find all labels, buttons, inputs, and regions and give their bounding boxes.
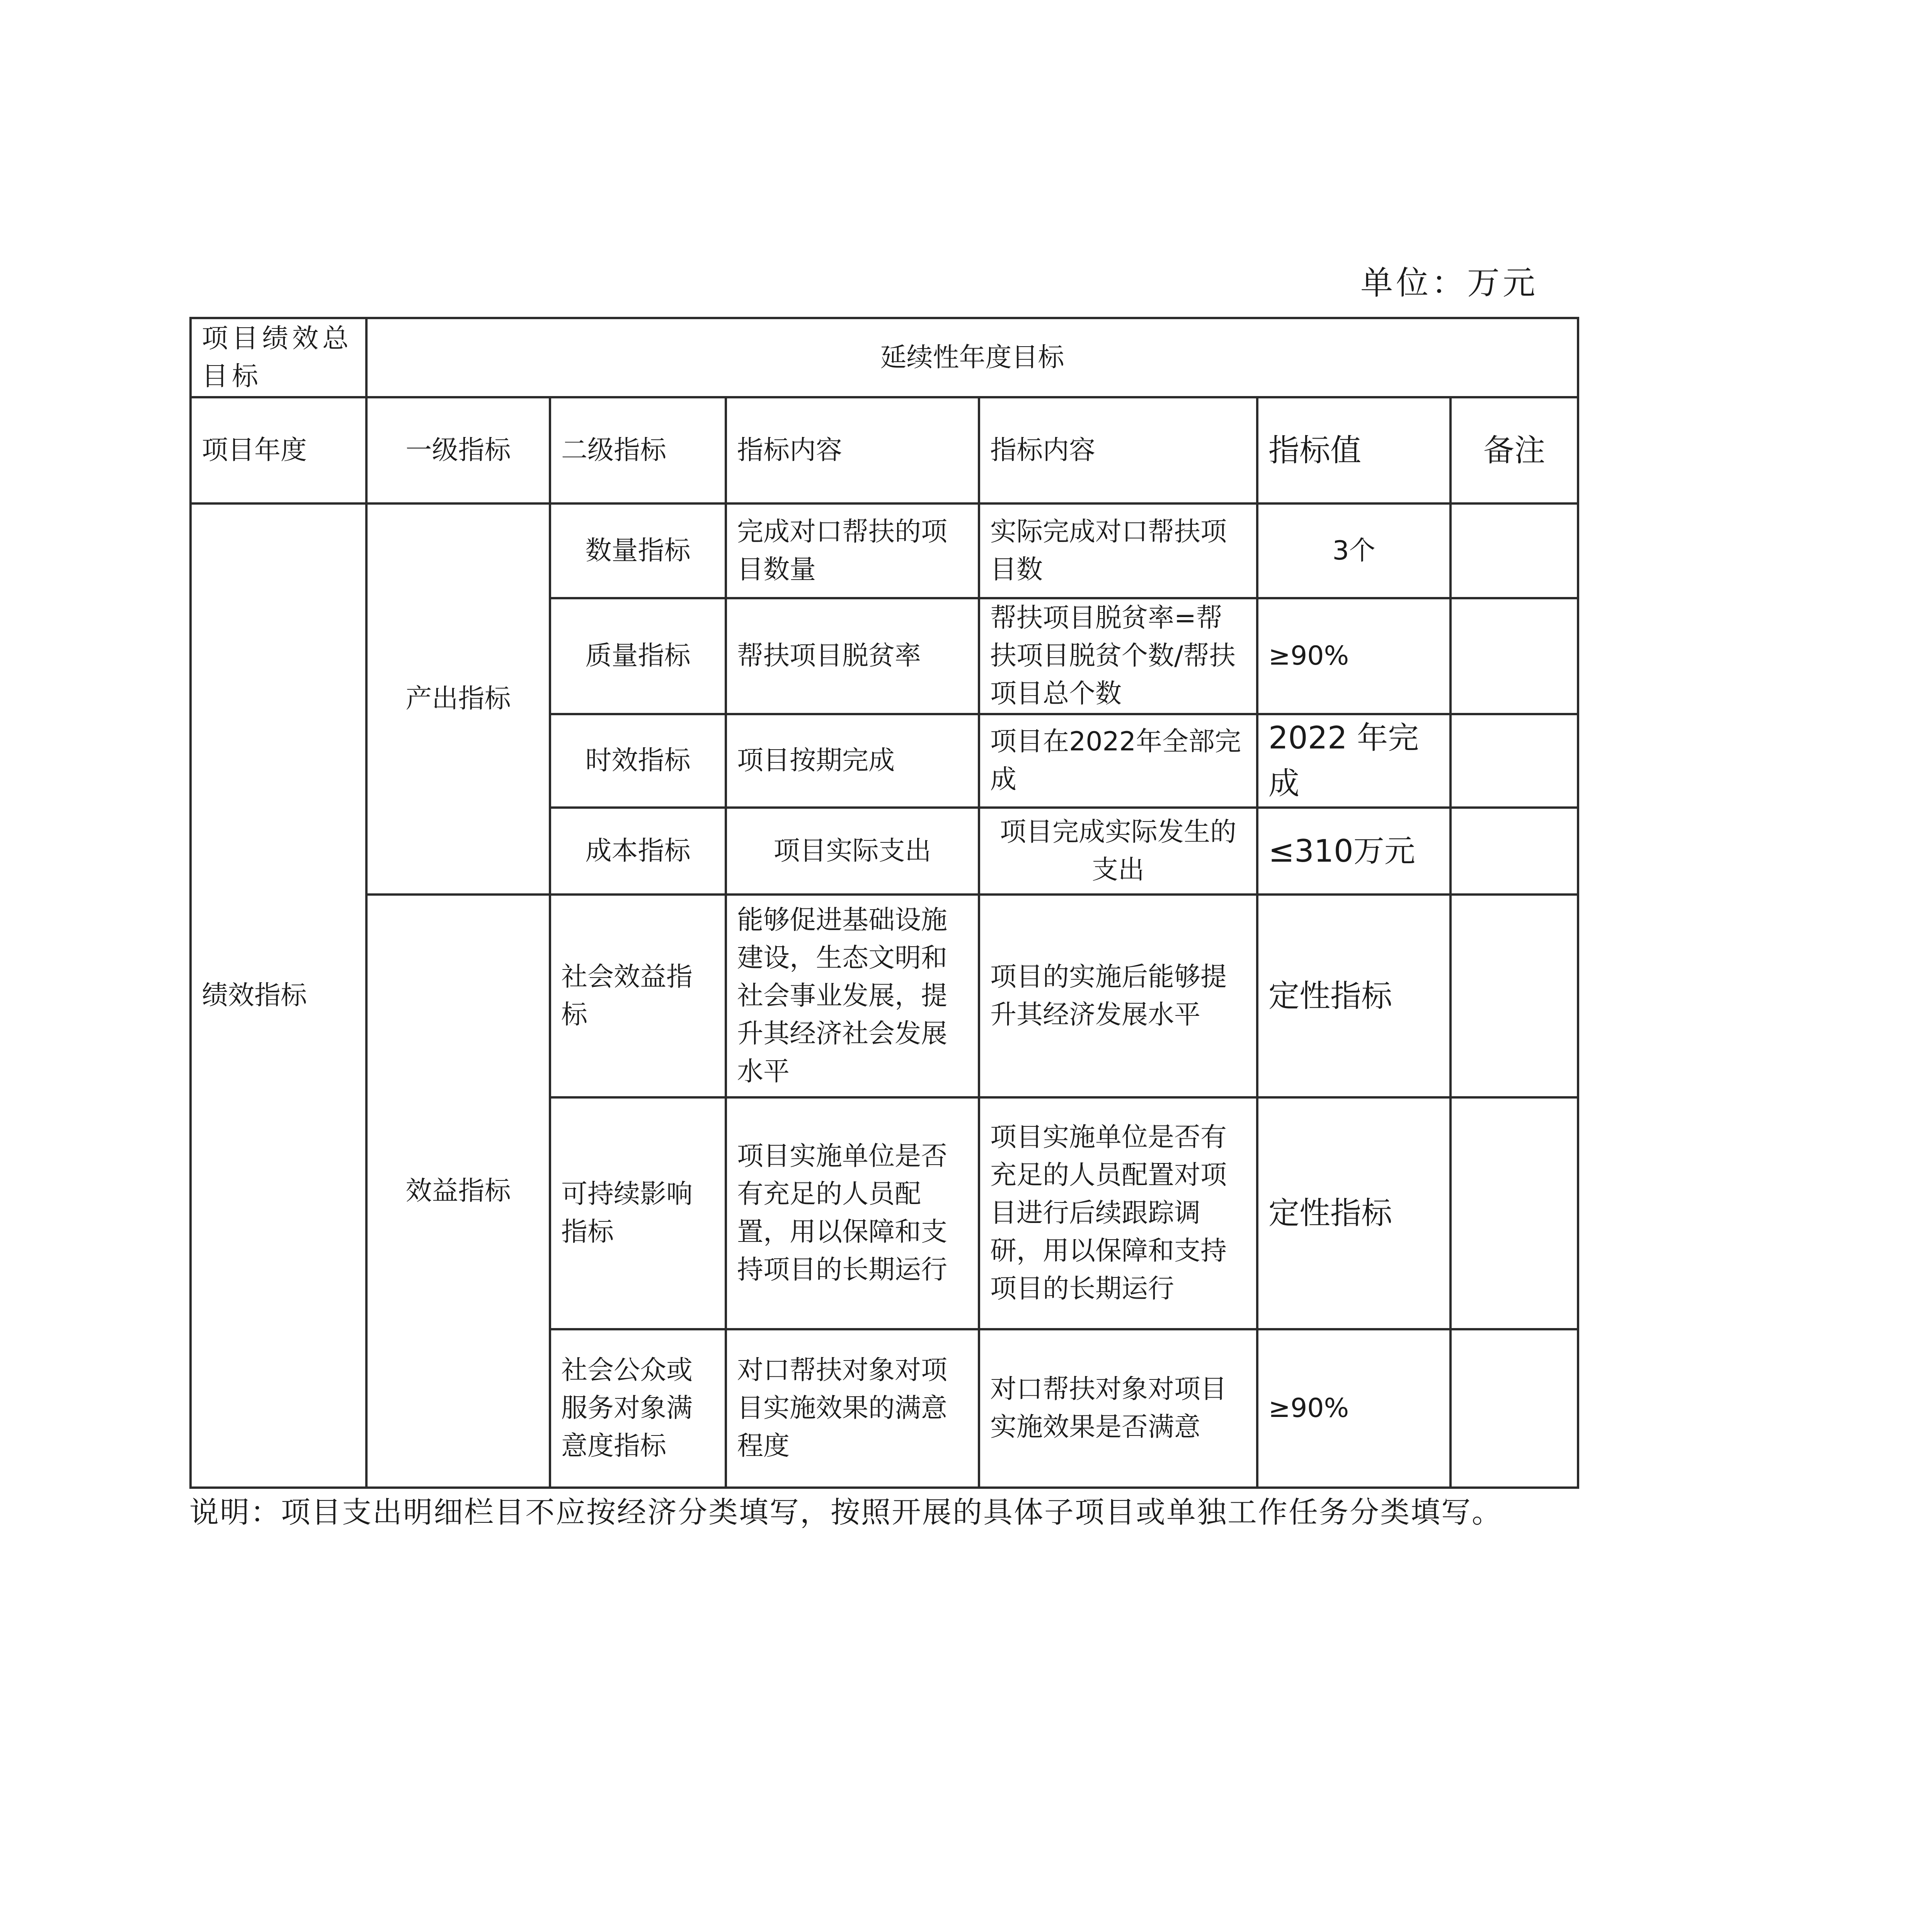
content2-cell: 帮扶项目脱贫率=帮扶项目脱贫个数/帮扶项目总个数: [979, 598, 1257, 714]
col-header-year: 项目年度: [191, 397, 366, 503]
level1-benefit-cell: 效益指标: [366, 895, 550, 1488]
content2-cell: 项目的实施后能够提升其经济发展水平: [979, 895, 1257, 1097]
value-cell: ≥90%: [1257, 1329, 1451, 1488]
level2-cell: 数量指标: [550, 503, 726, 598]
remark-cell: [1451, 808, 1578, 895]
col-header-remark: 备注: [1451, 397, 1578, 503]
value-cell: 3个: [1257, 503, 1451, 598]
remark-cell: [1451, 598, 1578, 714]
col-header-level1: 一级指标: [366, 397, 550, 503]
remark-cell: [1451, 503, 1578, 598]
content2-cell: 项目实施单位是否有充足的人员配置对项目进行后续跟踪调研，用以保障和支持项目的长期运行: [979, 1097, 1257, 1329]
remark-cell: [1451, 1097, 1578, 1329]
goal-value: 延续性年度目标: [880, 342, 1064, 373]
content-cell: 对口帮扶对象对项目实施效果的满意程度: [726, 1329, 979, 1488]
remark-cell: [1451, 714, 1578, 808]
table-row: [191, 503, 1578, 598]
level2-cell: 社会效益指标: [550, 895, 726, 1097]
content-cell: 项目实施单位是否有充足的人员配置，用以保障和支持项目的长期运行: [726, 1097, 979, 1329]
level2-cell: 成本指标: [550, 808, 726, 895]
level2-cell: 社会公众或服务对象满意度指标: [550, 1329, 726, 1488]
content2-cell: 对口帮扶对象对项目实施效果是否满意: [979, 1329, 1257, 1488]
content-cell: 能够促进基础设施建设，生态文明和社会事业发展，提升其经济社会发展水平: [726, 895, 979, 1097]
content2-cell: 项目完成实际发生的支出: [979, 808, 1257, 895]
table-row: [191, 895, 1578, 1097]
goal-label-cell: [191, 318, 366, 397]
content2-cell: 实际完成对口帮扶项目数: [979, 503, 1257, 598]
value-cell: ≤310万元: [1257, 808, 1451, 895]
value-cell: 2022 年完成: [1257, 714, 1451, 808]
content-cell: 项目按期完成: [726, 714, 979, 808]
col-header-content2: 指标内容: [979, 397, 1257, 503]
goal-label: 项目绩效总目标: [202, 323, 353, 392]
remark-cell: [1451, 1329, 1578, 1488]
remark-cell: [1451, 895, 1578, 1097]
level2-cell: 质量指标: [550, 598, 726, 714]
content2-cell: 项目在2022年全部完成: [979, 714, 1257, 808]
value-cell: 定性指标: [1257, 1097, 1451, 1329]
performance-table: [189, 317, 1579, 1489]
column-header-row: [191, 397, 1578, 503]
col-header-level2: 二级指标: [550, 397, 726, 503]
col-header-value: 指标值: [1257, 397, 1451, 503]
unit-label: 单位：万元: [1360, 264, 1538, 302]
value-cell: 定性指标: [1257, 895, 1451, 1097]
content-cell: 项目实际支出: [726, 808, 979, 895]
value-cell: ≥90%: [1257, 598, 1451, 714]
content-cell: 帮扶项目脱贫率: [726, 598, 979, 714]
footnote: 说明：项目支出明细栏目不应按经济分类填写，按照开展的具体子项目或单独工作任务分类填写。: [189, 1495, 1502, 1529]
level1-output-cell: 产出指标: [366, 503, 550, 895]
col-header-content: 指标内容: [726, 397, 979, 503]
year-cell: 绩效指标: [191, 503, 366, 1488]
goal-row: [191, 318, 1578, 397]
level2-cell: 可持续影响指标: [550, 1097, 726, 1329]
content-cell: 完成对口帮扶的项目数量: [726, 503, 979, 598]
goal-value-cell: [366, 318, 1578, 397]
level2-cell: 时效指标: [550, 714, 726, 808]
